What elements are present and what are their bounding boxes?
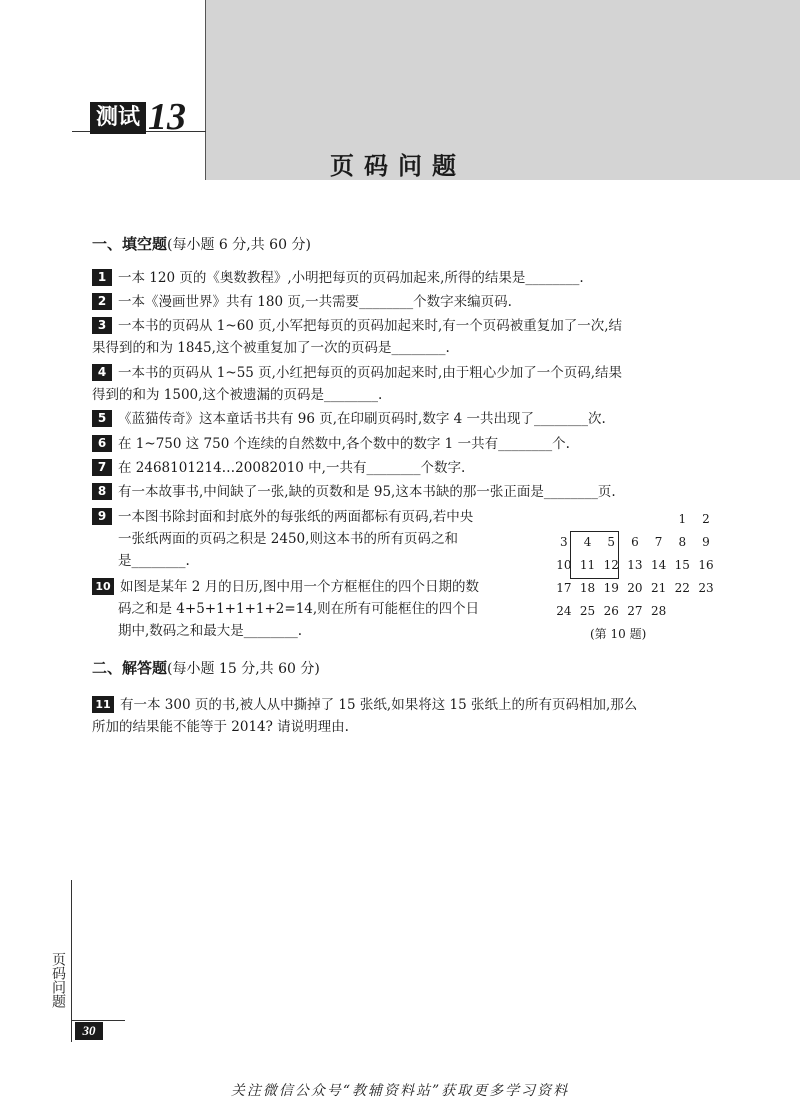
calendar-day: 11: [579, 558, 596, 572]
question-text: 在 2468101214…20082010 中,一共有________个数字.: [118, 460, 466, 476]
test-number: 13: [148, 96, 187, 138]
question-text-cont: 期中,数码之和最大是________.: [118, 623, 303, 639]
calendar-day: 16: [698, 558, 714, 572]
question-text-cont: 得到的和为 1500,这个被遗漏的页码是________.: [92, 387, 383, 403]
question-text-cont: 码之和是 4+5+1+1+1+2=14,则在所有可能框住的四个日: [118, 601, 480, 617]
calendar-day: 2: [702, 512, 710, 526]
section-1-title: 一、填空题: [92, 235, 168, 253]
calendar-row: [552, 508, 718, 531]
question-text: 一本 120 页的《奥数教程》,小明把每页的页码加起来,所得的结果是________.: [118, 270, 584, 286]
calendar-day: 26: [603, 604, 619, 618]
question-text-cont: 所加的结果能不能等于 2014? 请说明理由.: [92, 719, 349, 735]
calendar-day: 20: [627, 581, 643, 595]
question-number: 4: [92, 364, 112, 381]
question-8: [92, 481, 616, 503]
question-11: [92, 694, 637, 738]
question-6: [92, 433, 570, 455]
calendar-day: 5: [607, 535, 616, 549]
calendar-day: 9: [702, 535, 710, 549]
calendar-day: [647, 508, 671, 531]
side-chapter-label: 页码问题: [50, 952, 66, 1008]
calendar-day: 17: [556, 581, 572, 595]
february-calendar: [552, 508, 718, 623]
question-number: 6: [92, 435, 112, 452]
question-3: [92, 315, 622, 359]
question-1: [92, 267, 584, 289]
question-number: 1: [92, 269, 112, 286]
question-text: 有一本故事书,中间缺了一张,缺的页数和是 95,这本书缺的那一张正面是________页.: [118, 484, 616, 500]
question-text: 如图是某年 2 月的日历,图中用一个方框框住的四个日期的数: [120, 579, 479, 595]
calendar-day: 12: [603, 558, 619, 572]
header-band: [205, 0, 800, 180]
question-9: [92, 506, 542, 572]
calendar-day: 7: [654, 535, 663, 549]
side-rule: [71, 880, 72, 1042]
question-5: [92, 408, 606, 430]
test-badge: [90, 96, 187, 138]
question-text: 一本《漫画世界》共有 180 页,一共需要________个数字来编页码.: [118, 294, 512, 310]
test-label: 测试: [90, 102, 146, 134]
section-2-note: (每小题 15 分,共 60 分): [167, 661, 320, 677]
question-number: 9: [92, 508, 112, 525]
question-text-cont: 果得到的和为 1845,这个被重复加了一次的页码是________.: [92, 340, 450, 356]
question-number: 10: [92, 578, 114, 595]
question-number: 5: [92, 410, 112, 427]
page-title: 页码问题: [330, 152, 466, 180]
calendar-day: 18: [579, 581, 596, 595]
question-2: [92, 291, 512, 313]
calendar-row: [552, 600, 718, 623]
question-number: 7: [92, 459, 112, 476]
section-2-title: 二、解答题: [92, 659, 168, 677]
question-text: 一本图书除封面和封底外的每张纸的两面都标有页码,若中央: [118, 509, 474, 525]
question-number: 11: [92, 696, 114, 713]
question-number: 2: [92, 293, 112, 310]
question-7: [92, 457, 465, 479]
calendar-highlight-box: [570, 531, 619, 579]
section-1-heading: [92, 233, 311, 254]
page-number: 30: [75, 1022, 103, 1040]
calendar-day: [599, 508, 623, 531]
calendar-day: 6: [631, 535, 639, 549]
calendar-day: [576, 508, 600, 531]
question-text: 《蓝猫传奇》这本童话书共有 96 页,在印刷页码时,数字 4 一共出现了________次.: [118, 411, 606, 427]
calendar-day: 10: [556, 558, 572, 572]
side-rule-bottom: [71, 1020, 125, 1021]
calendar-day: [552, 508, 576, 531]
question-4: [92, 362, 622, 406]
calendar-day: 19: [603, 581, 619, 595]
figure-caption: (第 10 题): [590, 627, 647, 641]
calendar-day: 14: [650, 558, 667, 572]
calendar-day: 28: [650, 604, 667, 618]
calendar-day: [623, 508, 647, 531]
calendar-day: 3: [560, 535, 568, 549]
calendar-day: 1: [678, 512, 687, 526]
calendar-day: 27: [627, 604, 643, 618]
calendar-day: 24: [556, 604, 572, 618]
question-text: 有一本 300 页的书,被人从中撕掉了 15 张纸,如果将这 15 张纸上的所有页码相加,那么: [120, 697, 638, 713]
calendar-day: 4: [583, 535, 592, 549]
section-2-heading: [92, 657, 320, 678]
calendar-day: 8: [678, 535, 687, 549]
question-10: [92, 576, 542, 642]
footer-note: 关注微信公众号“教辅资料站”获取更多学习资料: [230, 1083, 570, 1099]
calendar-day: [670, 600, 694, 623]
question-text: 一本书的页码从 1~55 页,小红把每页的页码加起来时,由于粗心少加了一个页码,结果: [118, 365, 623, 381]
question-number: 3: [92, 317, 112, 334]
calendar-day: 13: [627, 558, 643, 572]
section-1-note: (每小题 6 分,共 60 分): [167, 237, 311, 253]
calendar-day: [694, 600, 718, 623]
question-number: 8: [92, 483, 112, 500]
question-text: 一本书的页码从 1~60 页,小军把每页的页码加起来时,有一个页码被重复加了一次,结: [118, 318, 623, 334]
calendar-row: [552, 577, 718, 600]
calendar-day: 21: [650, 581, 667, 595]
question-text-cont: 是________.: [118, 553, 190, 569]
question-text-cont: 一张纸两面的页码之积是 2450,则这本书的所有页码之和: [118, 531, 458, 547]
calendar-day: 15: [674, 558, 690, 572]
question-text: 在 1~750 这 750 个连续的自然数中,各个数中的数字 1 一共有________个.: [118, 436, 570, 452]
calendar-day: 22: [674, 581, 690, 595]
calendar-day: 25: [579, 604, 596, 618]
calendar-day: 23: [698, 581, 714, 595]
